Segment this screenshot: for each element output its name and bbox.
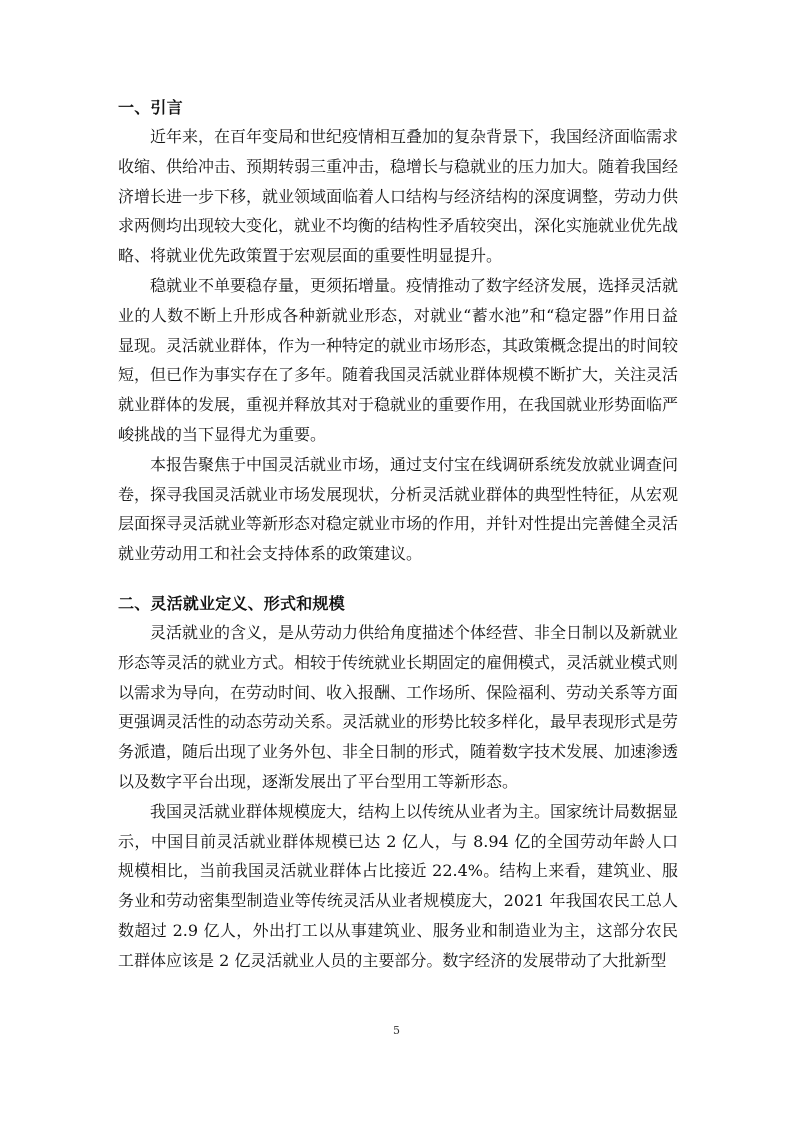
paragraph: 灵活就业的含义，是从劳动力供给角度描述个体经营、非全日制以及新就业形态等灵活的就业方式。相较于传统就业长期固定的雇佣模式，灵活就业模式则以需求为导向，在劳动时间、收入报酬、工作场所、保险福利、劳动关系等方面更强调灵活性的动态劳动关系。灵活就业的形势比较多样化，最早表现形式是劳务派遣，随后出现了业务外包、非全日制的形式，随着数字技术发展、加速渗透以及数字平台出现，逐渐发展出了平台型用工等新形态。 bbox=[118, 622, 679, 791]
paragraph: 近年来，在百年变局和世纪疫情相互叠加的复杂背景下，我国经济面临需求收缩、供给冲击、预期转弱三重冲击，稳增长与稳就业的压力加大。随着我国经济增长进一步下移，就业领域面临着人口结构与经济结构的深度调整，劳动力供求两侧均出现较大变化，就业不均衡的结构性矛盾较突出，深化实施就业优先战略、将就业优先政策置于宏观层面的重要性明显提升。 bbox=[118, 127, 679, 266]
section-heading: 一、引言 bbox=[118, 98, 183, 117]
section-spacer bbox=[118, 569, 678, 589]
section-introduction bbox=[118, 93, 678, 569]
paragraph: 本报告聚焦于中国灵活就业市场，通过支付宝在线调研系统发放就业调查问卷，探寻我国灵活就业市场发展现状，分析灵活就业群体的典型性特征，从宏观层面探寻灵活就业等新形态对稳定就业市场的作用，并针对性提出完善健全灵活就业劳动用工和社会支持体系的政策建议。 bbox=[118, 454, 679, 564]
paragraph: 我国灵活就业群体规模庞大，结构上以传统从业者为主。国家统计局数据显示，中国目前灵活就业群体规模已达 2 亿人，与 8.94 亿的全国劳动年龄人口规模相比，当前我国灵活就业群体占比接近 22.4%。结构上来看，建筑业、服务业和劳动密集型制造业等传统灵活从业者规模庞大，2021 年我国农民工总人数超过 2.9 亿人，外出打工以从事建筑业、服务业和制造业为主，这部分农民工群体应该是 2 亿灵活就业人员的主要部分。数字经济的发展带动了大批新型 bbox=[118, 801, 679, 970]
page-content bbox=[118, 93, 678, 976]
section-definition bbox=[118, 589, 678, 976]
paragraph: 稳就业不单要稳存量，更须拓增量。疫情推动了数字经济发展，选择灵活就业的人数不断上升形成各种新就业形态，对就业“蓄水池”和“稳定器”作用日益显现。灵活就业群体，作为一种特定的就业市场形态，其政策概念提出的时间较短，但已作为事实存在了多年。随着我国灵活就业群体规模不断扩大，关注灵活就业群体的发展，重视并释放其对于稳就业的重要作用，在我国就业形势面临严峻挑战的当下显得尤为重要。 bbox=[118, 275, 679, 444]
section-heading: 二、灵活就业定义、形式和规模 bbox=[118, 593, 345, 613]
page-number: 5 bbox=[393, 1024, 400, 1037]
